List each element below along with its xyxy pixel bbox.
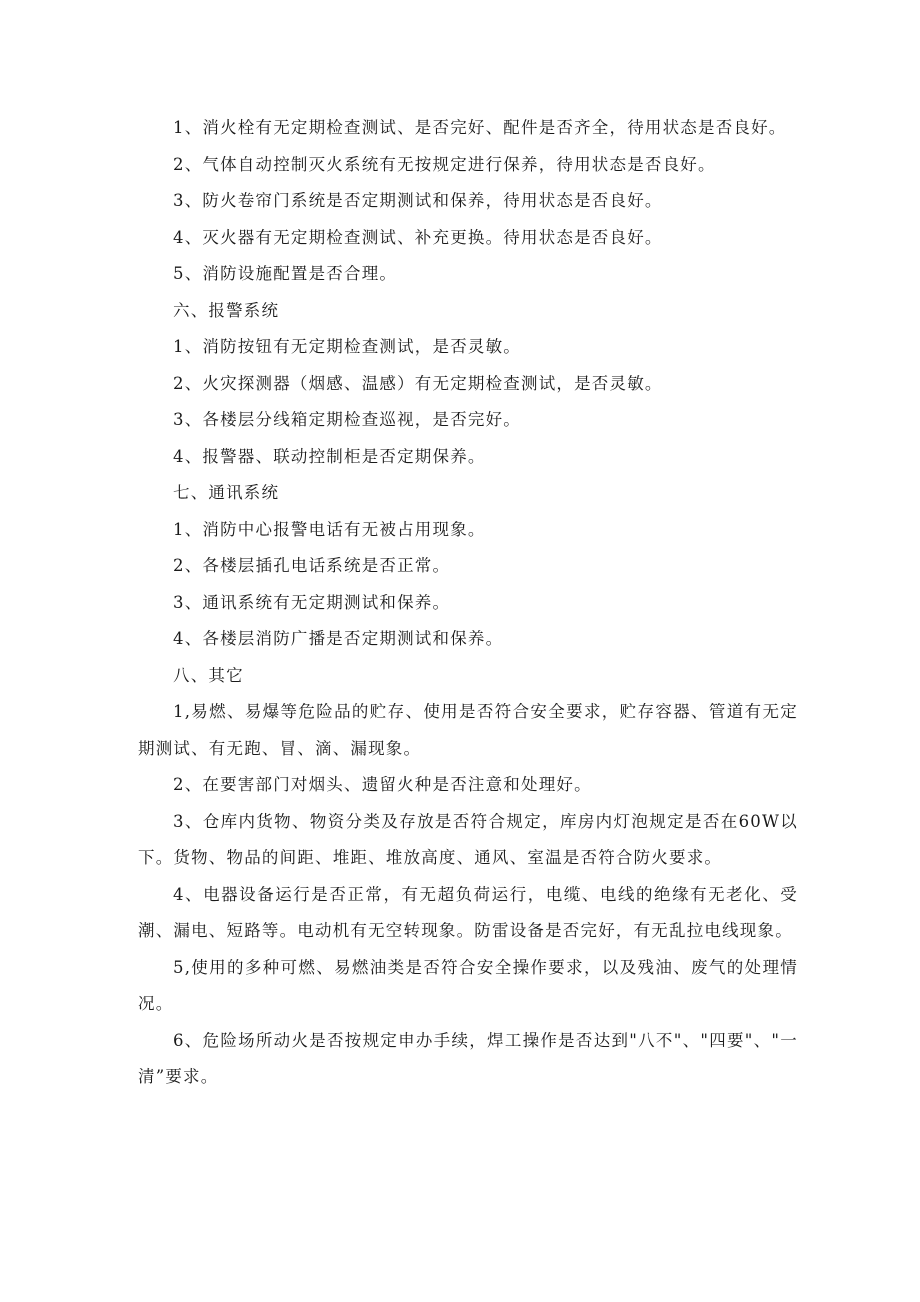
- paragraph-hazardous-goods: 1,易燃、易爆等危险品的贮存、使用是否符合安全要求，贮存容器、管道有无定期测试、有无跑、冒、滴、漏现象。: [138, 702, 798, 758]
- paragraph-distribution-box: 3、各楼层分线箱定期检查巡视，是否完好。: [173, 410, 521, 429]
- paragraph-alarm-button: 1、消防按钮有无定期检查测试，是否灵敏。: [173, 337, 521, 356]
- paragraph-gas-suppression: 2、气体自动控制灭火系统有无按规定进行保养，待用状态是否良好。: [173, 154, 716, 174]
- paragraph-broadcast: 4、各楼层消防广播是否定期测试和保养。: [173, 629, 504, 648]
- paragraph-alarm-phone: 1、消防中心报警电话有无被占用现象。: [173, 519, 486, 539]
- paragraph-hydrant-check: 1、消火栓有无定期检查测试、是否完好、配件是否齐全，待用状态是否良好。: [173, 118, 787, 137]
- paragraph-extinguisher: 4、灭火器有无定期检查测试、补充更换。待用状态是否良好。: [173, 227, 663, 247]
- section-heading-communication-system: 七、通讯系统: [173, 483, 280, 502]
- document-body: [138, 110, 798, 1096]
- paragraph-hot-work: 6、危险场所动火是否按规定申办手续，焊工操作是否达到"八不"、"四要"、"一清”要求。: [138, 1030, 798, 1086]
- paragraph-flammable-oils: 5,使用的多种可燃、易燃油类是否符合安全操作要求，以及残油、废气的处理情况。: [138, 957, 798, 1013]
- paragraph-roller-shutter: 3、防火卷帘门系统是否定期测试和保养，待用状态是否良好。: [173, 191, 663, 210]
- paragraph-alarm-linkage: 4、报警器、联动控制柜是否定期保养。: [173, 446, 486, 466]
- paragraph-fire-detector: 2、火灾探测器（烟感、温感）有无定期检查测试，是否灵敏。: [173, 373, 663, 393]
- paragraph-comm-maintenance: 3、通讯系统有无定期测试和保养。: [173, 592, 451, 612]
- paragraph-facility-config: 5、消防设施配置是否合理。: [173, 264, 398, 283]
- paragraph-warehouse: 3、仓库内货物、物资分类及存放是否符合规定，库房内灯泡规定是否在60W以下。货物、物品的间距、堆距、堆放高度、通风、室温是否符合防火要求。: [138, 811, 798, 867]
- paragraph-key-departments: 2、在要害部门对烟头、遗留火种是否注意和处理好。: [173, 775, 592, 794]
- section-heading-other: 八、其它: [173, 665, 244, 685]
- section-heading-alarm-system: 六、报警系统: [173, 300, 280, 320]
- paragraph-electrical-equipment: 4、电器设备运行是否正常，有无超负荷运行，电缆、电线的绝缘有无老化、受潮、漏电、短路等。电动机有无空转现象。防雷设备是否完好，有无乱拉电线现象。: [138, 884, 798, 940]
- paragraph-jack-phone: 2、各楼层插孔电话系统是否正常。: [173, 556, 451, 575]
